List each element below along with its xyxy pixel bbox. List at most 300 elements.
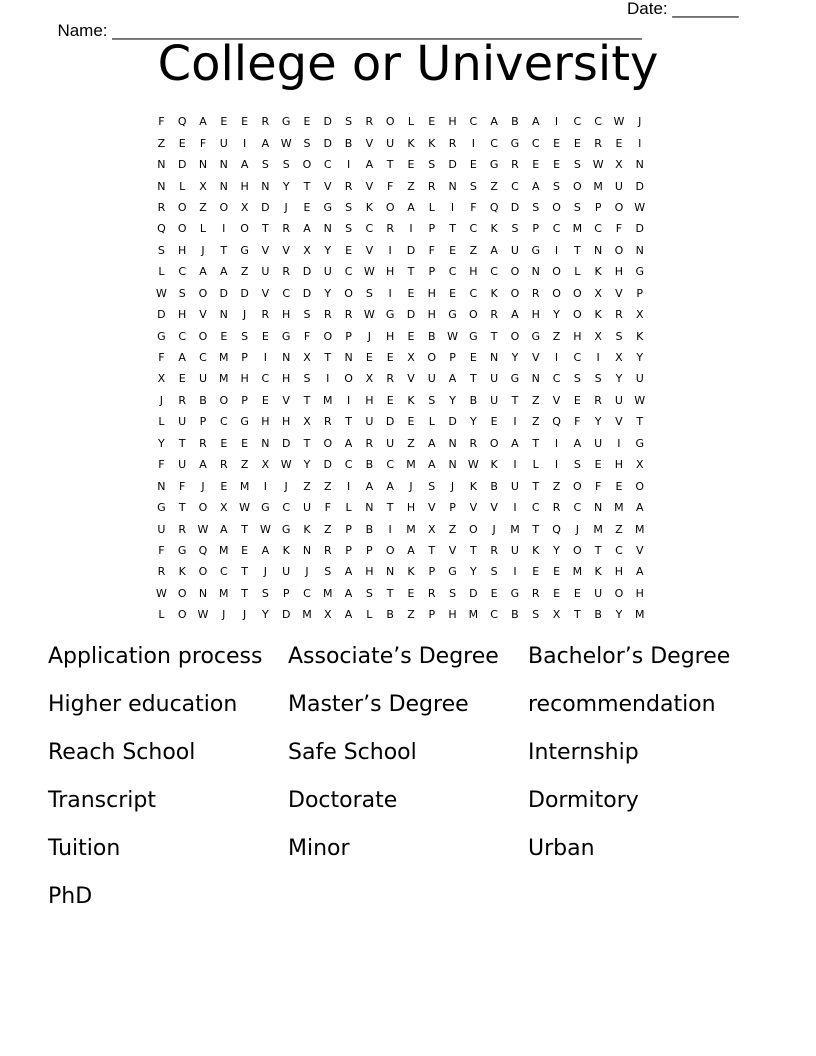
grid-letter: X [427,522,436,536]
grid-letter: I [346,479,351,493]
grid-letter: K [532,543,540,557]
grid-letter: Y [449,393,456,407]
grid-letter: O [198,329,208,343]
grid-letter: E [241,115,249,129]
grid-letter: T [386,586,394,600]
grid-letter: E [220,479,228,493]
grid-row [151,540,671,561]
grid-letter: F [179,479,186,493]
grid-letter: N [448,458,457,472]
grid-letter: U [594,436,603,450]
grid-letter: S [261,586,269,600]
grid-letter: P [241,351,248,365]
grid-letter: W [447,329,458,343]
grid-letter: A [178,351,186,365]
grid-letter: K [490,222,498,236]
grid-letter: H [282,415,291,429]
grid-letter: R [615,308,623,322]
grid-letter: J [159,393,164,407]
grid-letter: T [636,415,644,429]
grid-letter: F [428,243,435,257]
grid-letter: O [177,222,187,236]
grid-letter: W [197,608,209,622]
grid-letter: E [407,415,415,429]
word-list-item: Higher education [48,692,238,717]
grid-letter: O [198,565,208,579]
grid-row [151,497,671,518]
grid-letter: O [323,436,333,450]
grid-letter: Z [448,522,457,536]
word-list-item: Urban [528,836,595,861]
word-list-item: Application process [48,644,263,669]
grid-letter: S [469,179,477,193]
grid-letter: D [385,415,395,429]
grid-letter: C [531,136,540,150]
grid-letter: O [198,501,208,515]
grid-letter: O [573,479,582,493]
grid-letter: W [613,115,625,129]
grid-letter: Z [615,522,623,536]
grid-letter: R [323,415,332,429]
grid-letter: E [407,329,415,343]
grid-letter: Q [177,115,187,129]
grid-letter: D [448,158,457,172]
grid-letter: D [281,436,291,450]
grid-letter: C [573,351,582,365]
grid-row [151,304,671,325]
grid-letter: Q [552,415,561,429]
grid-letter: P [449,351,456,365]
grid-letter: A [261,543,270,557]
grid-letter: B [365,458,374,472]
grid-row [151,240,671,261]
grid-letter: Y [511,351,519,365]
grid-letter: W [280,136,292,150]
grid-letter: J [284,479,288,493]
grid-letter: W [280,458,292,472]
grid-letter: S [303,136,311,150]
grid-letter: T [241,565,248,579]
grid-letter: C [448,265,457,279]
grid-letter: Z [407,608,415,622]
grid-letter: P [449,501,456,515]
grid-letter: C [282,286,291,300]
grid-letter: B [365,522,374,536]
grid-letter: S [573,372,581,386]
grid-row [151,604,671,625]
grid-letter: V [365,136,374,150]
grid-letter: T [386,158,394,172]
grid-letter: I [346,393,351,407]
grid-letter: N [219,158,228,172]
grid-letter: E [469,351,477,365]
grid-letter: E [303,200,311,214]
grid-letter: N [157,158,166,172]
grid-letter: G [448,565,457,579]
grid-letter: C [469,286,478,300]
puzzle-title: College or University [157,36,659,92]
grid-letter: J [409,479,413,493]
grid-letter: Y [594,415,602,429]
grid-letter: L [428,415,435,429]
grid-letter: F [594,479,602,493]
grid-letter: F [303,329,311,343]
grid-letter: Z [324,479,332,493]
grid-letter: N [157,179,166,193]
grid-letter: A [386,479,394,493]
grid-row [151,347,671,368]
grid-letter: O [240,222,249,236]
grid-letter: P [345,522,352,536]
grid-letter: I [554,436,559,450]
grid-letter: O [177,608,187,622]
grid-letter: A [407,200,415,214]
grid-letter: R [386,372,394,386]
grid-letter: N [198,586,208,600]
grid-letter: T [469,372,477,386]
grid-letter: X [615,351,623,365]
grid-letter: V [552,393,561,407]
grid-letter: D [323,136,333,150]
grid-letter: A [199,265,207,279]
grid-letter: S [241,329,249,343]
grid-letter: S [573,458,581,472]
grid-row [151,132,671,153]
grid-letter: O [323,329,333,343]
grid-letter: S [428,393,436,407]
word-list-item: Bachelor’s Degree [528,644,731,669]
grid-letter: O [385,543,395,557]
grid-row [151,175,671,196]
grid-letter: S [428,158,436,172]
grid-letter: X [240,200,249,214]
grid-letter: E [178,136,186,150]
grid-letter: M [634,522,645,536]
grid-letter: E [594,458,602,472]
grid-letter: H [531,308,540,322]
grid-letter: E [365,351,373,365]
grid-letter: H [386,265,395,279]
grid-letter: H [614,265,624,279]
grid-letter: P [428,608,436,622]
grid-letter: O [614,586,624,600]
grid-letter: C [469,115,478,129]
grid-letter: U [386,136,395,150]
grid-letter: K [178,565,186,579]
grid-letter: U [219,136,228,150]
grid-letter: M [593,179,603,193]
grid-letter: V [615,286,623,300]
grid-letter: E [220,436,228,450]
grid-letter: S [324,565,332,579]
grid-row [151,475,671,496]
grid-letter: U [323,265,332,279]
grid-letter: M [219,351,229,365]
grid-letter: I [617,436,621,450]
grid-letter: G [385,308,395,322]
grid-letter: S [490,565,498,579]
grid-letter: A [344,565,353,579]
grid-letter: J [367,329,371,343]
grid-letter: U [365,415,374,429]
grid-letter: E [220,115,228,129]
grid-letter: I [346,158,351,172]
grid-letter: T [220,243,228,257]
grid-letter: E [178,372,186,386]
grid-letter: M [323,586,333,600]
grid-letter: X [261,458,270,472]
grid-letter: E [407,286,415,300]
date-field-label: Date: _______ [627,0,739,18]
grid-letter: B [511,115,519,129]
grid-letter: W [592,158,604,172]
grid-letter: K [407,565,415,579]
grid-letter: I [326,372,330,386]
grid-letter: L [179,179,186,193]
grid-letter: P [428,222,436,236]
grid-row [151,368,671,389]
grid-letter: U [490,393,499,407]
grid-letter: G [531,243,540,257]
grid-letter: U [635,372,644,386]
word-list-item: Tuition [48,836,121,861]
grid-letter: O [469,308,478,322]
grid-letter: Y [469,565,477,579]
grid-letter: O [614,243,624,257]
grid-letter: F [199,136,207,150]
grid-row [151,518,671,539]
grid-letter: X [365,372,374,386]
grid-letter: G [489,158,499,172]
word-list-item: Dormitory [528,788,639,813]
grid-letter: K [636,329,644,343]
grid-letter: G [240,415,249,429]
grid-letter: S [449,586,457,600]
grid-letter: O [177,586,187,600]
grid-letter: N [448,179,457,193]
grid-letter: N [261,436,270,450]
grid-letter: I [471,136,475,150]
grid-letter: E [553,565,561,579]
grid-letter: Z [303,479,311,493]
grid-letter: E [573,586,581,600]
grid-letter: G [448,308,457,322]
grid-letter: R [490,543,498,557]
grid-letter: O [552,265,561,279]
grid-letter: L [532,458,539,472]
grid-letter: V [635,543,644,557]
grid-letter: R [594,136,602,150]
grid-letter: G [635,436,644,450]
grid-letter: M [572,222,583,236]
grid-letter: E [490,586,498,600]
grid-letter: A [511,436,519,450]
word-list-item: Internship [528,740,639,765]
grid-letter: Y [553,543,560,557]
grid-letter: V [427,501,436,515]
grid-letter: V [261,243,270,257]
grid-letter: L [199,222,207,236]
grid-letter: J [201,243,205,257]
grid-letter: Z [199,200,207,214]
grid-letter: A [427,436,436,450]
grid-letter: Z [552,329,561,343]
grid-letter: Y [615,608,623,622]
grid-letter: M [406,522,416,536]
grid-letter: X [324,608,332,622]
grid-letter: D [406,308,416,322]
grid-letter: H [282,308,291,322]
grid-letter: A [635,565,644,579]
grid-letter: S [178,286,186,300]
grid-letter: T [449,222,456,236]
grid-letter: T [511,393,519,407]
grid-letter: C [178,265,187,279]
grid-letter: V [324,179,332,193]
grid-letter: X [303,351,311,365]
grid-letter: C [531,501,540,515]
grid-letter: Q [198,543,208,557]
grid-letter: G [157,501,166,515]
grid-letter: A [344,436,353,450]
grid-letter: E [469,158,477,172]
grid-row [151,454,671,475]
grid-letter: A [407,543,415,557]
grid-letter: R [323,543,332,557]
grid-letter: I [554,243,559,257]
grid-letter: L [366,608,373,622]
grid-letter: H [261,415,270,429]
grid-letter: I [554,458,559,472]
grid-letter: S [303,308,311,322]
grid-letter: Y [615,372,623,386]
grid-letter: X [407,351,415,365]
grid-letter: C [490,608,498,622]
grid-row [151,197,671,218]
grid-letter: R [323,308,332,322]
grid-letter: T [407,265,415,279]
grid-letter: O [573,179,582,193]
grid-letter: I [263,479,267,493]
grid-letter: T [428,543,436,557]
grid-letter: W [259,522,271,536]
grid-letter: T [573,243,581,257]
grid-letter: U [614,393,623,407]
grid-letter: B [594,608,602,622]
grid-letter: C [573,501,582,515]
grid-letter: N [635,158,644,172]
grid-letter: J [222,608,226,622]
grid-letter: M [219,543,229,557]
grid-letter: H [635,586,644,600]
grid-letter: G [510,586,520,600]
grid-letter: S [573,200,581,214]
grid-letter: K [365,200,373,214]
grid-letter: S [345,115,353,129]
grid-letter: D [302,265,312,279]
grid-letter: J [575,522,579,536]
grid-letter: Z [407,179,415,193]
grid-letter: X [199,179,207,193]
grid-letter: D [448,415,457,429]
grid-letter: H [573,329,582,343]
grid-letter: L [574,265,581,279]
grid-letter: A [531,179,540,193]
grid-letter: Z [531,415,540,429]
grid-letter: H [427,286,436,300]
grid-letter: R [261,308,270,322]
grid-letter: J [201,479,205,493]
grid-letter: N [594,243,603,257]
grid-letter: O [573,308,582,322]
grid-letter: N [157,479,166,493]
grid-letter: O [510,329,520,343]
grid-letter: X [635,308,644,322]
grid-letter: O [573,286,582,300]
grid-letter: F [158,543,165,557]
grid-letter: I [388,243,392,257]
grid-letter: Y [469,415,477,429]
grid-letter: G [510,136,520,150]
grid-letter: A [344,608,353,622]
grid-letter: J [305,565,309,579]
grid-letter: A [261,136,270,150]
grid-letter: N [594,501,603,515]
grid-letter: U [157,522,166,536]
grid-letter: E [553,586,561,600]
grid-letter: R [531,586,540,600]
grid-letter: M [634,608,645,622]
grid-letter: C [594,222,602,236]
grid-letter: M [572,565,583,579]
grid-letter: I [513,501,517,515]
grid-letter: Y [324,286,332,300]
grid-letter: E [573,136,581,150]
grid-letter: S [157,243,165,257]
grid-letter: O [385,115,395,129]
grid-letter: F [574,415,581,429]
grid-letter: X [615,158,623,172]
grid-letter: Y [262,608,269,622]
grid-letter: K [594,265,602,279]
grid-letter: E [428,115,436,129]
grid-letter: P [345,329,352,343]
grid-letter: N [219,308,228,322]
grid-letter: C [219,565,228,579]
grid-letter: N [531,372,540,386]
grid-letter: C [490,136,498,150]
grid-row [151,111,671,132]
grid-letter: C [552,222,561,236]
grid-letter: P [345,543,352,557]
grid-letter: E [449,286,457,300]
grid-row [151,325,671,346]
grid-letter: E [490,415,498,429]
grid-letter: K [407,136,415,150]
grid-letter: I [513,415,517,429]
grid-letter: V [365,243,374,257]
grid-letter: U [614,179,623,193]
grid-letter: T [303,436,311,450]
grid-letter: R [261,115,270,129]
grid-letter: I [388,286,392,300]
grid-row [151,218,671,239]
grid-letter: C [511,179,519,193]
grid-letter: T [594,543,602,557]
grid-letter: R [365,115,374,129]
word-list-item: Doctorate [288,788,398,813]
grid-letter: O [427,351,437,365]
